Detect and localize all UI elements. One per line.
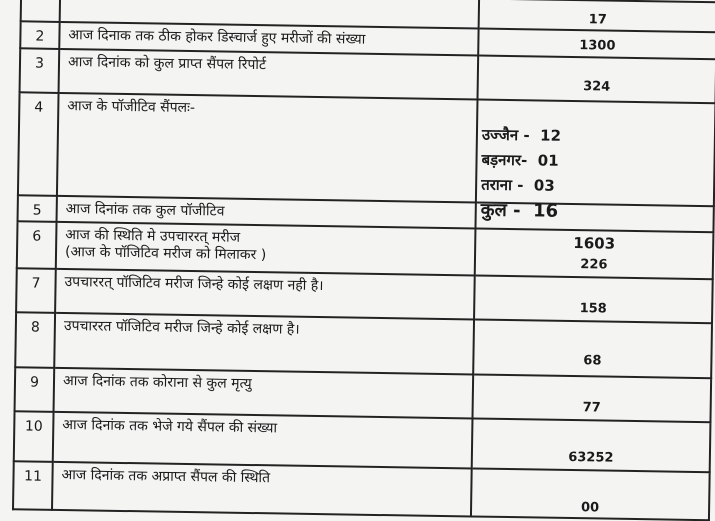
row-description: आज दिनांक को कुल प्राप्त सैंपल रिपोर्ट [59,49,479,100]
row-description: आज की स्थिति मे उपचाररत् मरीज (आज के पॉजिटिव मरीज को मिलाकर ) [56,222,476,276]
row-value: 00 [471,468,710,520]
row-value: 1603 226 [475,228,714,279]
total-positive-cell [475,199,713,232]
report-table [12,0,715,521]
row-description: आज दिनांक तक कोराना से कुल मृत्यु [54,368,474,419]
serial-number: 7 [16,268,56,313]
row-description: उपचाररत् पॉजिटिव मरीज जिन्हे कोई लक्षण नही है। [55,269,475,320]
table-row [13,461,710,520]
table-row [18,92,715,206]
serial-number: 10 [14,411,54,462]
breakdown-total [477,198,681,226]
serial-number: 4 [18,92,59,196]
row-value: 324 [477,56,715,104]
serial-number: 9 [15,367,55,412]
positive-breakdown [476,100,715,207]
row-description: आज दिनांक तक अप्राप्त सैंपल की स्थिति [52,462,472,517]
row-value: 17 [479,0,715,32]
serial-number: 2 [20,21,59,49]
serial-number: 3 [20,48,60,93]
serial-number: 5 [18,195,57,222]
row-description: उपचाररत पॉजिटिव मरीज जिन्हे कोई लक्षण है। [54,313,474,375]
row-value: 77 [472,374,711,422]
serial-number: 11 [13,461,53,510]
breakdown-item: कुल - 16 [480,199,559,222]
breakdown-item: उज्जैन - 12 [481,125,562,145]
row-value: 1300 [478,29,715,60]
serial-number: 6 [17,221,57,269]
row-description: आज दिनांक तक भेजे गये सैंपल की संख्या [53,412,473,469]
row-value: 68 [473,319,712,378]
row-value: 63252 [472,418,711,472]
row-description: आज के पॉजीटिव सैंपलः- [57,93,478,203]
serial-number: 8 [15,312,55,368]
row-description: आज दिनांक तक कुल पॉजीटिव [57,196,476,229]
breakdown-item: तराना - 03 [481,175,555,195]
row-description: आज दिनाक तक ठीक होकर डिस्चार्ज हुए मरीजों की संख्या [59,22,478,56]
serial-number [21,0,60,22]
breakdown-item: बड़नगर- 01 [481,150,559,170]
row-value: 158 [474,275,713,323]
district-breakdown [477,123,682,201]
